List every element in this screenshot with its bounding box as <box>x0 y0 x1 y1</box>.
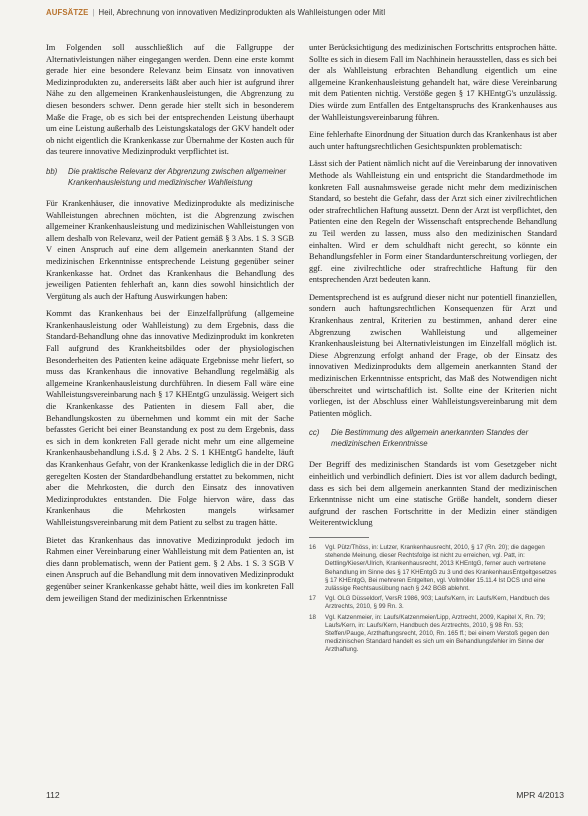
paragraph: Für Krankenhäuser, die innovative Medizinprodukte als medizinische Wahlleistungen abrechnen möchten, ist die Abgrenzung zwischen allgemeiner Krankenhausleistung und medizinischen Wahlleistungen von allem deshalb von Relevanz, weil der Patient gemäß § 3 Abs. 1 S. 3 SGB V einen Anspruch auf eine dem allgemein anerkannten Stand der medizinischen Erkenntnisse entsprechende Leistung gegenüber seiner Krankenkasse hat. Ordnet das Krankenhaus die Behandlung des jeweiligen Patienten fehlerhaft an, kann dies sowohl hinsichtlich der Vergütung als auch der Haftung Auswirkungen haben: <box>46 198 294 301</box>
running-header <box>46 8 576 17</box>
right-column <box>309 42 557 657</box>
footnote-text: Vgl. Katzenmeier, in: Laufs/Katzenmeier/Lipp, Arztrecht, 2009, Kapitel X, Rn. 79; Laufs/Kern, in: Laufs/Kern, Handbuch des Arztrechts, 2010, § 98 Rn. 53; Steffen/Pauge, Arzthaftungsrecht, 2010, Rn. 165 ff.; bei einem Verstoß gegen den medizinischen Standard handelt es sich um ein Behandlungsfehler im Sinne der Arzthaftung. <box>325 613 550 654</box>
footnote-text: Vgl. OLG Düsseldorf, VersR 1986, 903; Laufs/Kern, in: Laufs/Kern, Handbuch des Arztrechts, 2010, § 99 Rn. 3. <box>325 595 550 611</box>
footnote-text: Vgl. Pütz/Thöss, in: Lutzer, Krankenhausrecht, 2010, § 17 (Rn. 20); die dagegen stehende Meinung, dieser Rechtsfolge ist nicht zu erreichen, vgl. Patt, in: Dettling/Kieser/Ulrich, Krankenhausrecht, 2013 KHEntgG, ferner auch vertretene Behandlung im Sinne des § 17 KHEntgG zu 3 und des KrankenhausEntgeltgesetzes § 17 KHEntgG, Bei mehreren Entgelten, vgl. Vollmöller 15.11.4 Ist DCS und eine zulässige Rechtsausübung nach § 242 BGB ablehnt. <box>325 543 557 592</box>
footnote <box>309 614 557 655</box>
journal-issue: MPR 4/2013 <box>516 790 564 800</box>
subheading-number: cc) <box>309 428 320 438</box>
subheading-text: Die praktische Relevanz der Abgrenzung zwischen allgemeiner Krankenhausleistung und medizinischer Wahlleistung <box>68 166 287 187</box>
footnote-number: 17 <box>309 595 316 603</box>
footnote-divider <box>309 537 369 538</box>
subheading-text: Die Bestimmung des allgemein anerkannten Standes der medizinischen Erkenntnisse <box>331 428 529 449</box>
paragraph: Kommt das Krankenhaus bei der Einzelfallprüfung (allgemeine Krankenhausleistung oder Wahlleistung) zu dem Ergebnis, dass die Standard-Behandlung ohne das innovative Medizinprodukt im konkreten Fall aufgrund des Krankheitsbildes oder der physiologischen Besonderheiten des Patienten keine adäquate Ergebnisse mehr liefert, so muss das Krankenhaus die innovative Behandlung regelmäßig als allgemeine Krankenhausleistung durchführen. In diesem Fall wäre eine Wahlleistungsvereinbarung nach § 17 KHEntgG unzulässig. Weigert sich die Krankenkasse des Patienten in diesem Fall aber, die Behandlungskosten zu übernehmen und kommt ein mit der Sache befasstes Gericht bei einer Beanstandung ex post zu dem Ergebnis, dass es sich in dem konkreten Fall gerade nicht mehr um eine allgemeine Krankenhausbehandlung i.S.d. § 2 Abs. 2 S. 1 KHEntgG handelte, läuft das Krankenhaus Gefahr, von der Krankenkasse lediglich die in der DRG geregelten Kosten der Standardbehandlung erstattet zu bekommen, nicht aber die Mehrkosten, die durch den Einsatz des innovativen Medizinproduktes entstanden. Die Folge hiervon wäre, dass das Krankenhaus die Mehrkosten mangels wirksamer Wahlleistungsvereinbarung mit dem Patient zu selbst zu tragen hätte. <box>46 309 294 527</box>
subheading <box>46 166 294 188</box>
subheading <box>309 427 557 449</box>
footnote <box>309 595 557 611</box>
footnote-number: 18 <box>309 613 316 621</box>
paragraph: unter Berücksichtigung des medizinischen Fortschritts entsprochen hätte. Sollte es sich in diesem Fall im Nachhinein herausstellen, dass es sich bei der als Wahlleistung erbrachten Behandlung eigentlich um eine allgemeine Krankenhausleistung gehandelt hat, wäre diese Vereinbarung mit dem Patienten nichtig. Verstöße gegen § 17 KHEntgG's unzulässig. Dies würde zum Entfallen des Entgeltanspruchs des Krankenhauses aus der Wahlleistungsvereinbarung führen. <box>309 43 557 122</box>
paragraph: Lässt sich der Patient nämlich nicht auf die Vereinbarung der innovativen Methode als Wahlleistung ein und entspricht die Standardmethode im konkreten Fall ausnahmsweise gerade nicht mehr dem medizinischen Standard, so besteht die Gefahr, dass der Arzt sich einer zivilrechtlichen oder strafrechtlichen Haftung aussetzt. Denn der Arzt ist verpflichtet, den Patienten eine den Regeln der Wissenschaft entsprechende Behandlung zu Teil werden zu lassen, muss also den medizinischen Standard einhalten. Wird er dem schuldhaft nicht gerecht, so könnte ein Behandlungsfehler in Form einer Standardunterschreitung vorliegen, der ggf. eine zivilrechtliche oder strafrechtliche Haftung für den entsprechenden Arzt bedeuten kann. <box>309 159 557 285</box>
subheading-number: bb) <box>46 166 58 176</box>
paragraph: Eine fehlerhafte Einordnung der Situation durch das Krankenhaus ist aber auch unter haftungsrechtlichen Gesichtspunkten problematisch: <box>309 130 557 151</box>
paragraph: Dementsprechend ist es aufgrund dieser nicht nur potentiell finanziellen, sondern auch haftungsrechtlichen Konsequenzen für Arzt und Krankenhaus zentral, Kriterien zu bestimmen, anhand derer eine Abgrenzung zwischen Wahlleistung und allgemeiner Krankenhausleistung bei Alternativleistungen im Einzelfall möglich ist. Diese Abgrenzung erfolgt anhand der Frage, ob der Einsatz des innovativen Medizinprodukts dem allgemein anerkannten Stand der medizinischen Erkenntnisse entspricht, das Maß des Notwendigen nicht überschreitet und wirtschaftlich ist. Sollte eine der Kriterien nicht vorliegen, ist der Abschluss einer Wahlleistungsvereinbarung mit dem Patienten möglich. <box>309 292 557 418</box>
page-number: 112 <box>46 790 60 800</box>
left-column <box>46 42 294 610</box>
header-separator: | <box>92 8 95 17</box>
paragraph: Bietet das Krankenhaus das innovative Medizinprodukt jedoch im Rahmen einer Vereinbarung einer Wahlleistung mit dem Patienten an, ist dies dann problematisch, wenn der Patient gem. § 2 Abs. 1 S. 3 SGB V einen Anspruch auf die Behandlung mit dem innovativen Medizinprodukt gegenüber seiner Krankenkasse gehabt hätte, weil dies im konkreten Fall dem jeweiligen Stand der medizinischen Erkenntnisse <box>46 535 294 603</box>
paragraph: Im Folgenden soll ausschließlich auf die Fallgruppe der Alternativleistungen näher eingegangen werden. Denn eine erste kommt gerade hier eine besondere Relevanz beim Einsatz von innovativen Medizinprodukten zu, andererseits läßt aber auch hier ist aufgrund ihrer Nähe zu den allgemeinen Krankenhausleistungen, die Abgrenzung zu diesen besonders schwer. Denn gerade hier stellt sich in besonderem Maße die Frage, ob es sich bei der entsprechenden Leistung überhaupt um eine Leistung außerhalb des Leistungskatalogs der GKV handelt oder ob nicht eigentlich die Krankenkasse zur Übernahme der Kosten auch für das teurere innovative Medizinprodukt verpflichtet ist. <box>46 43 294 157</box>
header-section-label: AUFSÄTZE <box>46 8 89 17</box>
footnote <box>309 544 557 593</box>
header-title: Heil, Abrechnung von innovativen Medizinprodukten als Wahlleistungen oder Mitl <box>98 8 386 17</box>
footnote-number: 16 <box>309 543 316 551</box>
paragraph: Der Begriff des medizinischen Standards ist vom Gesetzgeber nicht einheitlich und verbindlich definiert. Dies ist vor allem dadurch bedingt, dass es sich bei dem allgemein anerkannten Stand der medizinischen Erkenntnisse nicht um eine statische Größe handelt, sondern dieser aufgrund der raschen Fortschritte in der Medizin einer ständigen Weiterentwicklung <box>309 460 557 528</box>
